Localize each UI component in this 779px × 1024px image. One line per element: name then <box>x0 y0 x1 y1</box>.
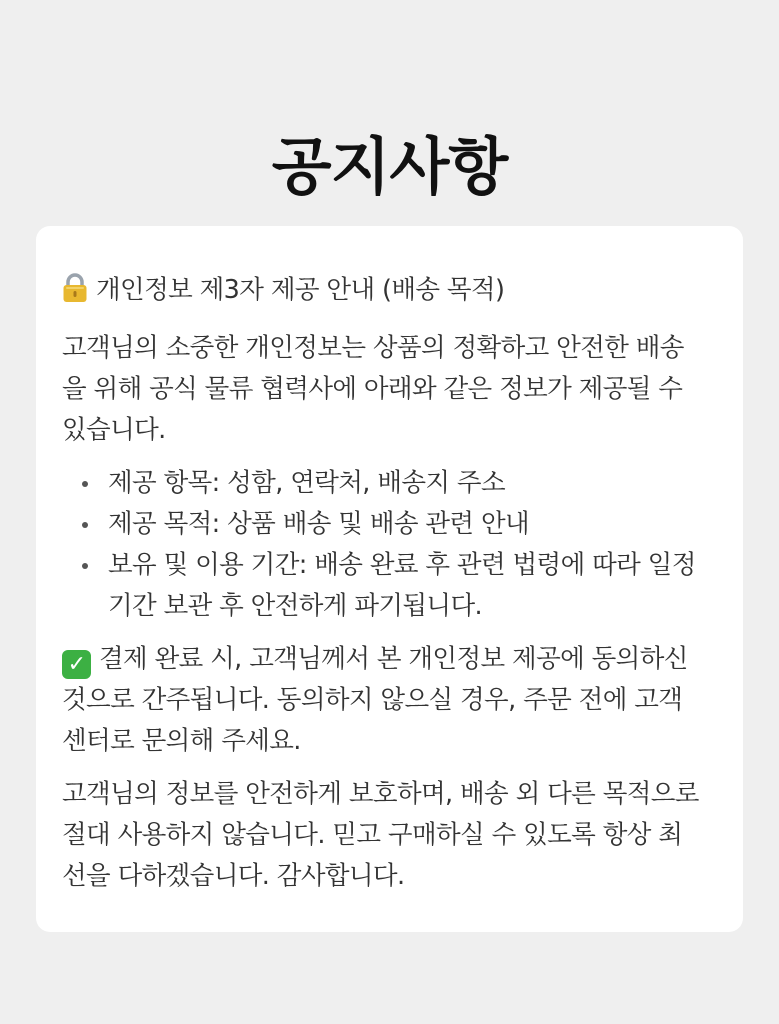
bullet-line: 제공 항목: 성함, 연락처, 배송지 주소 <box>108 468 505 498</box>
lock-icon <box>62 273 88 316</box>
bullet-line: 기간 보관 후 안전하게 파기됩니다. <box>108 591 482 621</box>
consent-line <box>62 639 721 680</box>
consent-line: 센터로 문의해 주세요. <box>62 726 301 756</box>
consent-line-text: 결제 완료 시, 고객님께서 본 개인정보 제공에 동의하신 <box>99 644 688 674</box>
intro-line: 을 위해 공식 물류 협력사에 아래와 같은 정보가 제공될 수 <box>62 374 683 404</box>
intro-line: 고객님의 소중한 개인정보는 상품의 정확하고 안전한 배송 <box>62 333 684 363</box>
bullet-item-provided-items <box>62 463 721 504</box>
consent-paragraph <box>62 639 721 762</box>
bullet-item-retention-period <box>62 545 721 627</box>
notice-card <box>36 226 743 932</box>
consent-line: 것으로 간주됩니다. 동의하지 않으실 경우, 주문 전에 고객 <box>62 685 683 715</box>
notice-heading-text: 개인정보 제3자 제공 안내 (배송 목적) <box>96 275 505 305</box>
closing-line: 절대 사용하지 않습니다. 믿고 구매하실 수 있도록 항상 최 <box>62 820 683 850</box>
bullet-line: 제공 목적: 상품 배송 및 배송 관련 안내 <box>108 509 530 539</box>
notice-heading <box>62 270 721 316</box>
bullet-line: 보유 및 이용 기간: 배송 완료 후 관련 법령에 따라 일정 <box>108 550 696 580</box>
bullet-item-purpose <box>62 504 721 545</box>
info-bullet-list <box>62 463 721 627</box>
closing-paragraph <box>62 774 721 897</box>
check-mark-button-icon: ✓ <box>62 650 91 679</box>
closing-line: 고객님의 정보를 안전하게 보호하며, 배송 외 다른 목적으로 <box>62 779 699 809</box>
closing-line: 선을 다하겠습니다. 감사합니다. <box>62 861 405 891</box>
intro-paragraph <box>62 328 721 451</box>
intro-line: 있습니다. <box>62 415 166 445</box>
page-title: 공지사항 <box>271 129 508 203</box>
